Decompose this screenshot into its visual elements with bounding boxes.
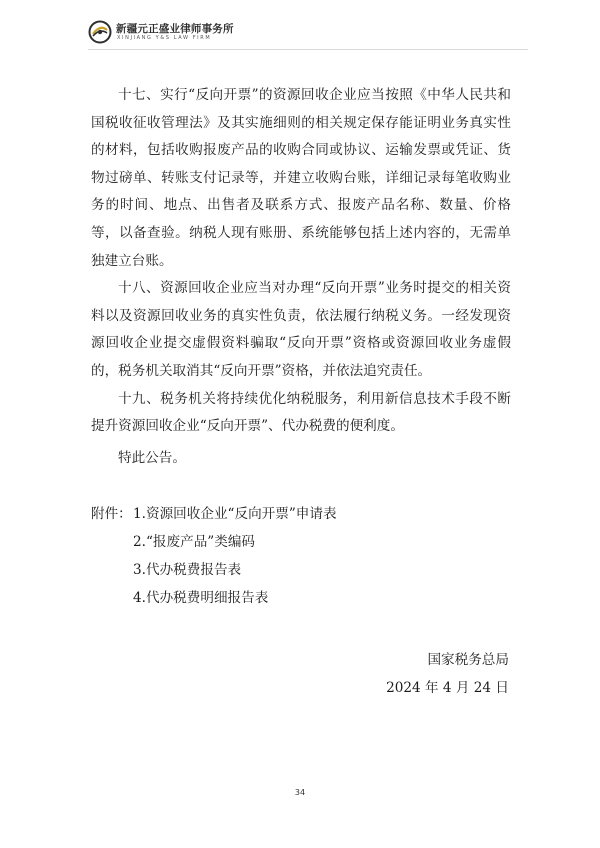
firm-logo-icon <box>88 20 112 44</box>
attachments-label: 附件： <box>91 506 132 522</box>
firm-name-cn: 新疆元正盛业律师事务所 <box>116 23 234 35</box>
signing-date: 2024 年 4 月 24 日 <box>386 680 509 696</box>
header-divider <box>88 49 528 50</box>
paragraph-17: 十七、实行“反向开票”的资源回收企业应当按照《中华人民共和国税收征收管理法》及其实施细则的相关规定保存能证明业务真实性的材料，包括收购报废产品的收购合同或协议、运输发票或凭证、货物过磅单、转账支付记录等，并建立收购台账，详细记录每笔收购业务的时间、地点、出售者及联系方式、报废产品名称、数量、价格等，以备查验。纳税人现有账册、系统能够包括上述内容的，无需单独建立台账。 <box>91 87 511 269</box>
closing-text: 特此公告。 <box>118 449 186 466</box>
signing-authority: 国家税务总局 <box>427 652 509 668</box>
attachment-item-4: 4.代办税费明细报告表 <box>133 590 269 606</box>
attachment-item-1: 1.资源回收企业“反向开票”申请表 <box>133 506 337 522</box>
document-body <box>91 82 511 472</box>
attachment-item-3: 3.代办税费报告表 <box>133 562 242 578</box>
attachments-list <box>91 500 337 612</box>
attachment-item-2: 2.“报废产品”类编码 <box>133 534 256 550</box>
firm-name-en: XINJIANG Y&S LAW FIRM <box>117 35 212 41</box>
paragraph-18: 十八、资源回收企业应当对办理“反向开票”业务时提交的相关资料以及资源回收业务的真实性负责，依法履行纳税义务。一经发现资源回收企业提交虚假资料骗取“反向开票”资格或资源回收业务虚假的，税务机关取消其“反向开票”资格，并依法追究责任。 <box>91 280 511 379</box>
paragraph-19: 十九、税务机关将持续优化纳税服务，利用新信息技术手段不断提升资源回收企业“反向开票”、代办税费的便利度。 <box>91 390 511 435</box>
page-header <box>88 18 528 48</box>
page-number: 34 <box>294 788 306 797</box>
